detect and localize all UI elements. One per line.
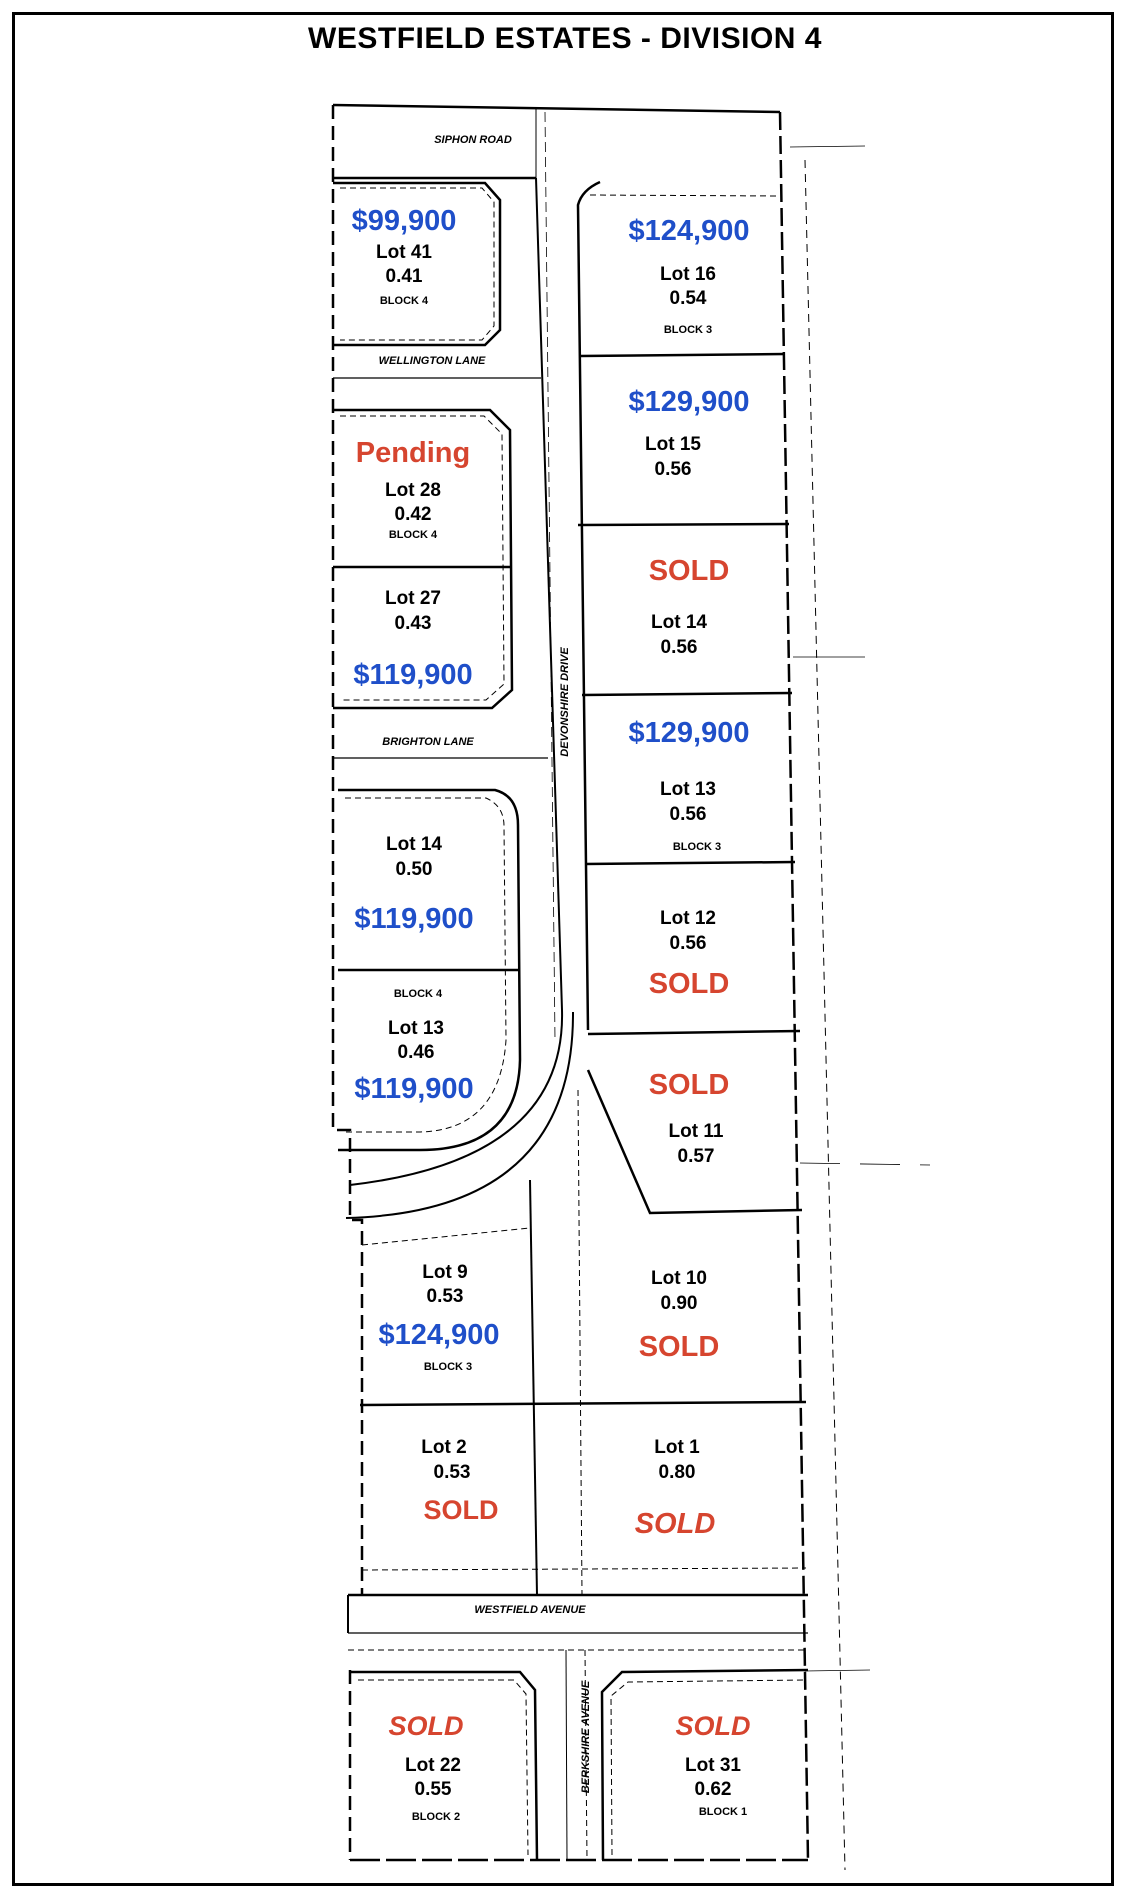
plan-title: WESTFIELD ESTATES - DIVISION 4	[308, 22, 822, 55]
lot13e-number: Lot 13	[660, 779, 716, 800]
lot22-status: SOLD	[388, 1711, 464, 1741]
lot9-devonshire-dash	[362, 1228, 530, 1245]
lot11-number: Lot 11	[668, 1121, 724, 1142]
lot41	[352, 205, 457, 307]
devonshire-drive-label: DEVONSHIRE DRIVE	[559, 647, 571, 757]
lot27-acres: 0.43	[394, 613, 432, 634]
lot10-status: SOLD	[638, 1331, 720, 1363]
lot28-number: Lot 28	[385, 480, 441, 501]
lot16-number: Lot 16	[660, 264, 716, 285]
lot14w-number: Lot 14	[386, 834, 442, 855]
lot12-acres: 0.56	[669, 933, 707, 954]
berkshire-west-edge	[566, 1650, 567, 1860]
outer-boundary-right	[780, 112, 808, 1860]
lot1-status: SOLD	[634, 1508, 716, 1540]
lot11	[649, 1069, 730, 1167]
lot16-block: BLOCK 3	[663, 324, 713, 336]
lot11-12-divider	[588, 1031, 800, 1034]
lot15-number: Lot 15	[645, 434, 701, 455]
lot10-acres: 0.90	[660, 1293, 698, 1314]
lot22	[388, 1711, 463, 1823]
lot1-number: Lot 1	[654, 1437, 700, 1458]
lot13-west	[354, 988, 473, 1105]
lot2-number: Lot 2	[421, 1437, 467, 1458]
lot16	[629, 215, 750, 336]
outer-boundary-top	[333, 105, 780, 112]
east-tick-1	[790, 146, 865, 147]
lot27-number: Lot 27	[385, 588, 441, 609]
lot11-status: SOLD	[648, 1069, 730, 1101]
lot12-13-divider	[585, 862, 795, 864]
devonshire-south-dash	[578, 1090, 582, 1595]
lot31-number: Lot 31	[685, 1755, 741, 1776]
lot13w-number: Lot 13	[388, 1018, 444, 1039]
lot13e-acres: 0.56	[669, 804, 707, 825]
lot31-status: SOLD	[675, 1711, 751, 1741]
lot14e-status: SOLD	[648, 555, 730, 587]
devonshire-east-edge	[578, 182, 600, 1030]
westfield-avenue-label: WESTFIELD AVENUE	[474, 1604, 586, 1616]
lot31	[675, 1711, 750, 1818]
lot10-number: Lot 10	[651, 1268, 707, 1289]
lot31-block: BLOCK 1	[698, 1806, 748, 1818]
lot9-acres: 0.53	[426, 1286, 464, 1307]
lot13-east	[629, 717, 750, 853]
lot31-acres: 0.62	[694, 1779, 732, 1800]
lot13e-block: BLOCK 3	[672, 841, 722, 853]
lot16-price: $124,900	[628, 215, 750, 247]
siphon-road-label: SIPHON ROAD	[434, 134, 512, 146]
lot12-number: Lot 12	[660, 908, 716, 929]
lot22-acres: 0.55	[414, 1779, 452, 1800]
lot14e-number: Lot 14	[651, 612, 707, 633]
lot22-block: BLOCK 2	[411, 1811, 461, 1823]
lot13-14-divider-east	[582, 693, 792, 695]
lot14-west	[354, 834, 473, 935]
lot41-block: BLOCK 4	[379, 295, 429, 307]
lot14e-acres: 0.56	[660, 637, 698, 658]
devonshire-west-curve-outer	[346, 1012, 573, 1218]
berkshire-avenue-label: BERKSHIRE AVENUE	[580, 1680, 592, 1794]
lot41-number: Lot 41	[376, 242, 432, 263]
lot13w-block: BLOCK 4	[393, 988, 443, 1000]
brighton-lane-label: BRIGHTON LANE	[382, 736, 474, 748]
lot1-acres: 0.80	[658, 1462, 696, 1483]
lot28-status: Pending	[355, 437, 471, 469]
south-lots-dash	[362, 1568, 806, 1570]
lot41-acres: 0.41	[385, 266, 423, 287]
lot10	[639, 1268, 720, 1363]
lot22-number: Lot 22	[405, 1755, 461, 1776]
lot1	[635, 1437, 716, 1540]
lot12	[649, 908, 730, 1000]
east-block-inner-top	[590, 195, 780, 196]
lot2-acres: 0.53	[433, 1462, 471, 1483]
lot14w-price: $119,900	[354, 903, 474, 935]
lot12-status: SOLD	[648, 968, 730, 1000]
east-easement-line	[805, 160, 845, 1870]
lot1-10-divider	[360, 1402, 806, 1405]
lot2-status: SOLD	[423, 1495, 499, 1525]
wellington-lane-label: WELLINGTON LANE	[378, 355, 486, 367]
lot-labels	[352, 205, 751, 1823]
devonshire-center-dash	[545, 112, 555, 1040]
lot9	[379, 1262, 500, 1373]
lot9-number: Lot 9	[422, 1262, 468, 1283]
lot27	[353, 588, 472, 691]
lot16-acres: 0.54	[669, 288, 707, 309]
lot41-price: $99,900	[351, 205, 457, 237]
lot14w-acres: 0.50	[395, 859, 433, 880]
lot15-acres: 0.56	[654, 459, 692, 480]
lot9-block: BLOCK 3	[423, 1361, 473, 1373]
lot27-price: $119,900	[353, 659, 473, 691]
east-tick-4	[805, 1670, 870, 1671]
lot15-16-divider	[580, 354, 785, 356]
lot15-price: $129,900	[628, 386, 750, 418]
lot2-9-east-divider	[530, 1180, 537, 1595]
lot28-block: BLOCK 4	[388, 529, 438, 541]
lot2	[421, 1437, 498, 1525]
lot13w-price: $119,900	[354, 1073, 474, 1105]
east-tick-3	[800, 1163, 930, 1165]
outer-boundary-left	[333, 105, 362, 1595]
lot15	[629, 386, 750, 480]
lot9-price: $124,900	[378, 1319, 500, 1351]
lot28	[356, 437, 470, 541]
lot13w-acres: 0.46	[397, 1042, 435, 1063]
lot13e-price: $129,900	[628, 717, 750, 749]
lot14-15-divider	[578, 524, 789, 525]
lot11-acres: 0.57	[677, 1146, 715, 1167]
lot28-acres: 0.42	[394, 504, 432, 525]
lot14-east	[649, 555, 730, 658]
